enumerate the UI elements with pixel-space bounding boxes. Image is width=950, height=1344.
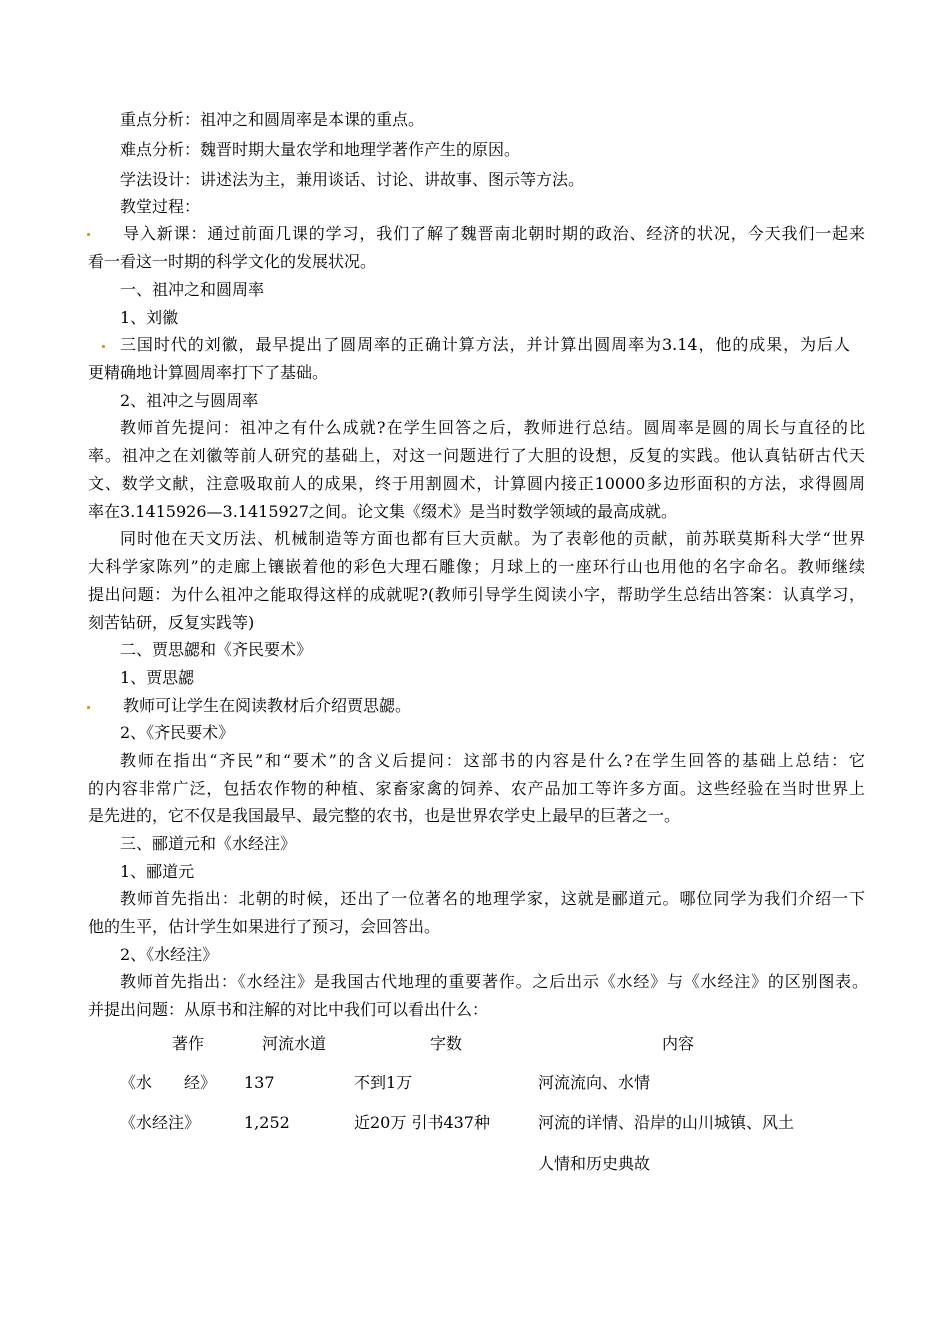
table-cell: 近20万 引书437种	[354, 1113, 490, 1132]
section-heading-3: 三、郦道元和《水经注》	[120, 834, 297, 853]
contributions-paragraph-line: 大科学家陈列”的走廊上镶嵌着他的彩色大理石雕像；月球上的一座环行山也用他的名字命名。教师继续	[88, 557, 865, 576]
qimin-yaoshu-paragraph-line: 教师在指出“齐民”和“要术”的含义后提问：这部书的内容是什么?在学生回答的基础上总结：它	[120, 751, 865, 770]
section-heading-2: 二、贾思勰和《齐民要术》	[120, 640, 313, 659]
table-cell: 河流的详情、沿岸的山川城镇、风土	[538, 1113, 795, 1132]
key-point-analysis: 重点分析：祖冲之和圆周率是本课的重点。	[120, 110, 425, 129]
contributions-paragraph-line: 同时他在天文历法、机械制造等方面也都有巨大贡献。为了表彰他的贡献，前苏联莫斯科大学“世界	[120, 529, 865, 548]
table-cell: 1,252	[244, 1113, 290, 1132]
zu-chongzhi-paragraph-line: 文、数学文献，注意吸取前人的成果，终于用割圆术，计算圆内接正10000多边形面积的方法，求得圆周	[88, 474, 865, 493]
liu-hui-paragraph-line: 更精确地计算圆周率打下了基础。	[88, 363, 329, 382]
liu-hui-paragraph-line: 三国时代的刘徽，最早提出了圆周率的正确计算方法，并计算出圆周率为3.14，他的成果，为后人	[120, 335, 850, 354]
li-daoyuan-paragraph-line: 他的生平，估计学生如果进行了预习，会回答出。	[88, 917, 441, 936]
table-cell: 不到1万	[354, 1073, 413, 1092]
intro-paragraph-line: 导入新课：通过前面几课的学习，我们了解了魏晋南北朝时期的政治、经济的状况，今天我们一起来	[123, 224, 865, 243]
contributions-paragraph-line: 刻苦钻研，反复实践等)	[88, 613, 255, 632]
subsection-heading-li-daoyuan: 1、郦道元	[120, 862, 195, 881]
zu-chongzhi-paragraph-line: 率。祖冲之在刘徽等前人研究的基础上，对这一问题进行了大胆的设想，反复的实践。他认真钻研古代天	[88, 446, 865, 465]
table-cell-continuation: 人情和历史典故	[538, 1154, 651, 1173]
contributions-paragraph-line: 提出问题：为什么祖冲之能取得这样的成就呢?(教师引导学生阅读小字，帮助学生总结出答案：认真学习，	[88, 585, 865, 604]
scan-mark	[87, 233, 90, 236]
table-cell: 《水经注》	[120, 1113, 201, 1132]
table-cell: 河流流向、水情	[538, 1073, 651, 1092]
scan-mark	[87, 706, 90, 709]
qimin-yaoshu-paragraph-line: 的内容非常广泛，包括农作物的种植、家畜家禽的饲养、农产品加工等许多方面。这些经验在当时世界上	[88, 779, 865, 798]
table-header-cell: 字数	[430, 1034, 463, 1053]
table-header-cell: 著作	[172, 1034, 205, 1053]
zu-chongzhi-paragraph-line: 率在3.1415926—3.1415927之间。论文集《缀术》是当时数学领域的最高成就。	[88, 502, 678, 521]
subsection-heading-shuijing-zhu: 2、《水经注》	[120, 945, 219, 964]
subsection-heading-zu-chongzhi: 2、祖冲之与圆周率	[120, 391, 259, 410]
table-cell: 137	[244, 1073, 275, 1092]
shuijing-zhu-paragraph-line: 并提出问题：从原书和注解的对比中我们可以看出什么：	[88, 1000, 489, 1019]
intro-paragraph-line: 看一看这一时期的科学文化的发展状况。	[88, 252, 377, 271]
classroom-process-heading: 教堂过程：	[120, 197, 201, 216]
subsection-heading-qimin-yaoshu: 2、《齐民要术》	[120, 723, 235, 742]
learning-method-design: 学法设计：讲述法为主，兼用谈话、讨论、讲故事、图示等方法。	[120, 170, 585, 189]
scan-mark	[102, 345, 105, 348]
table-cell: 《水 经》	[120, 1073, 217, 1092]
qimin-yaoshu-paragraph-line: 是先进的，它不仅是我国最早、最完整的农书，也是世界农学史上最早的巨著之一。	[88, 806, 681, 825]
zu-chongzhi-paragraph-line: 教师首先提问：祖冲之有什么成就?在学生回答之后，教师进行总结。圆周率是圆的周长与直径的比	[120, 418, 865, 437]
li-daoyuan-paragraph-line: 教师首先指出：北朝的时候，还出了一位著名的地理学家，这就是郦道元。哪位同学为我们介绍一下	[120, 889, 865, 908]
table-header-cell: 河流水道	[262, 1034, 327, 1053]
subsection-heading-liu-hui: 1、刘徽	[120, 308, 179, 327]
section-heading-1: 一、祖冲之和圆周率	[120, 280, 265, 299]
subsection-heading-jia-sixie: 1、贾思勰	[120, 668, 195, 687]
difficulty-analysis: 难点分析：魏晋时期大量农学和地理学著作产生的原因。	[120, 140, 521, 159]
table-header-cell: 内容	[662, 1034, 695, 1053]
shuijing-zhu-paragraph-line: 教师首先指出：《水经注》是我国古代地理的重要著作。之后出示《水经》与《水经注》的区别图表。	[120, 972, 868, 991]
jia-sixie-paragraph: 教师可让学生在阅读教材后介绍贾思勰。	[123, 696, 412, 715]
